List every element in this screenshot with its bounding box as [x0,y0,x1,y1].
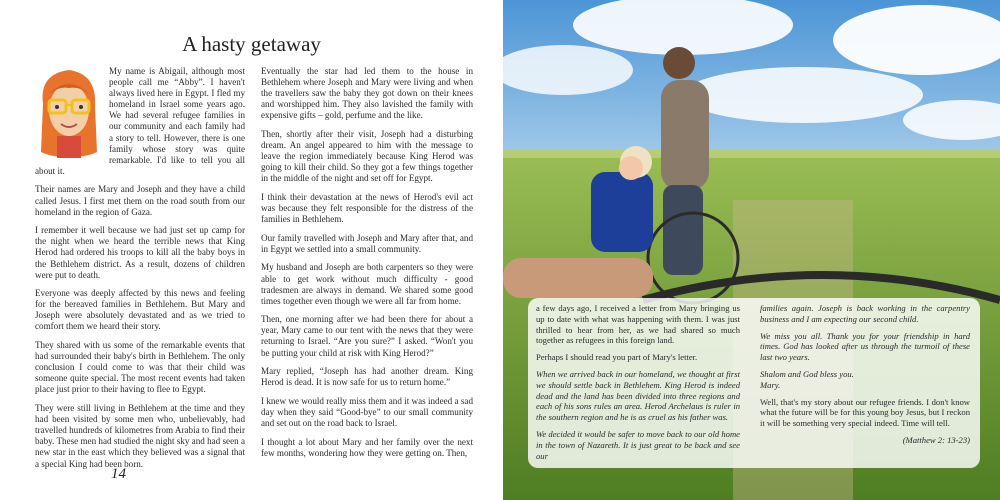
paragraph: Eventually the star had led them to the house in Bethlehem where Joseph and Mary were living and when the travellers saw the baby they got down on their knees and worshipped him. They also lavished the family with expensive gifts – gold, perfume and the like. [261,66,473,121]
scripture-reference: (Matthew 2: 13-23) [902,434,970,445]
paragraph: Their names are Mary and Joseph and they have a child called Jesus. I first met them on the road south from our homeland in the region of Gaza. [35,184,245,217]
paragraph: My name is Abigail, although most people call me “Abby”. I haven't always lived here in Egypt. I fled my homeland in Israel some years ago. We had several refugee families in our community and each family had a story to tell. However, there is one family whose story was quite remarkable. I'd like to tell you all about it. [35,66,245,176]
letter-paragraph: When we arrived back in our homeland, we thought at first we should settle back in Bethlehem. King Herod is indeed dead and the land has been divided into three regions and each of his sons rules an area. Herod Archelaus is ruler in the southern region and he is as cruel as his father was. [536,368,740,423]
paragraph: Mary replied, “Joseph has had another dream. King Herod is dead. It is now safe for us to return home.” [261,366,473,388]
abby-avatar [35,64,103,159]
paragraph: I remember it well because we had just set up camp for the night when we heard the terrible news that King Herod had ordered his troops to kill all the baby boys in the Bethlehem district. As a result, dozens of children were put to death. [35,225,245,280]
paragraph: Everyone was deeply affected by this news and feeling for the bereaved families in Bethlehem. But Mary and Joseph were absolutely devastated and as we tried to comfort them we heard their story. [35,288,245,332]
column-2 [261,66,473,466]
paragraph: I knew we would really miss them and it was indeed a sad day when they said “Good-bye” to our small community and set out on the road back to Israel. [261,395,473,429]
page-title: A hasty getaway [182,32,321,56]
overlay-column-1 [536,303,740,467]
paragraph: Well, that's my story about our refugee friends. I don't know what the future will be for this young boy Jesus, but I reckon it will be something very special indeed. Time will tell. [760,396,970,429]
letter-paragraph: We miss you all. Thank you for your friendship in hard times. God has looked after us through the turmoil of these last two years. [760,330,970,363]
paragraph: a few days ago, I received a letter from Mary bringing us up to date with what was happening with them. I was just thrilled to hear from her, as we had shared so much together as refugees in this foreign land. [536,303,740,346]
paragraph: They shared with us some of the remarkable events that had surrounded their baby's birth in Bethlehem. The only conclusion I could come to was that their child was someone quite special. The most recent events had taken place just prior to their having to flee to Egypt. [35,340,245,395]
paragraph: Then, one morning after we had been there for about a year, Mary came to our tent with the news that they were returning to Israel. “Are you sure?” I asked. “Won't you be putting your child at risk with King Herod?” [261,314,473,358]
column-1 [35,66,245,477]
letter-paragraph: families again. Joseph is back working in the carpentry business and I am expecting our second child. [760,303,970,324]
paragraph: My husband and Joseph are both carpenters so they were able to get work without much difficulty - good tradesmen are always in demand. We shared some good times together even though we were all far from home. [261,262,473,306]
paragraph: Then, shortly after their visit, Joseph had a disturbing dream. An angel appeared to him with the message to leave the region immediately because King Herod was going to kill their child. So they got a few things together in the middle of the night and set off for Egypt. [261,128,473,184]
paragraph: Perhaps I should read you part of Mary's letter. [536,352,698,363]
paragraph: I thought a lot about Mary and her family over the next few months, wondering how they were getting on. Then, [261,436,473,458]
page-number: 14 [111,466,126,482]
paragraph: Our family travelled with Joseph and Mary after that, and in Egypt we settled into a small community. [261,232,473,254]
paragraph: I think their devastation at the news of Herod's evil act was because they felt responsible for the distress of the families in Bethlehem. [261,191,473,225]
letter-paragraph: Shalom and God bless you. [760,368,854,379]
paragraph: They were still living in Bethlehem at the time and they had been visited by some men who, unbelievably, had travelled hundreds of kilometres from Arabia to find their baby. These men had studied the night sky and had seen a new star in the east which they believed was a signal that a special King had been born. [35,403,245,469]
letter-paragraph: We decided it would be safer to move back to our old home in the town of Nazareth. It is just great to be back and see our [536,428,740,461]
letter-signature: Mary. [760,379,781,390]
overlay-column-2 [760,303,970,452]
